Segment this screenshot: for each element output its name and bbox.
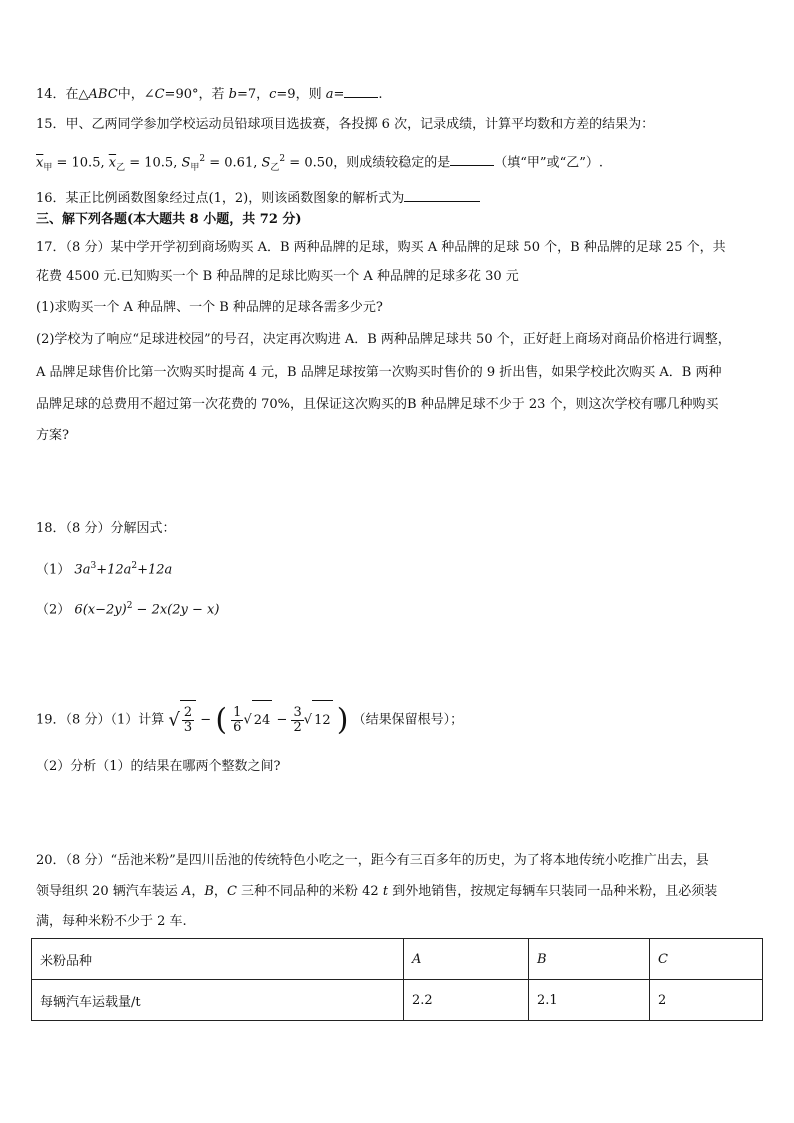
question-20-line3: 满，每种米粉不少于 2 车. xyxy=(36,914,187,929)
q15-sub: 乙 xyxy=(270,162,280,173)
q20-text: 三种不同品种的米粉 42 xyxy=(236,884,383,899)
q20-var: t xyxy=(382,884,389,899)
sqrt-sign-icon: √ xyxy=(243,712,252,728)
table-cell: 2.1 xyxy=(529,980,650,1021)
q14-answer-blank[interactable] xyxy=(344,84,378,98)
question-16 xyxy=(36,188,480,208)
question-15-line1: 15．甲、乙两同学参加学校运动员铅球项目选拔赛，各投掷 6 次，记录成绩，计算平均数和方差的结果为： xyxy=(36,117,655,132)
q20-var: C xyxy=(226,884,237,899)
question-17-part2-line1: (2)学校为了响应“足球进校园”的号召，决定再次购进 A．B 两种品牌足球共 50 个，正好赶上商场对商品价格进行调整， xyxy=(36,332,731,347)
q18-p2-term: 6(x−2y) xyxy=(74,602,127,618)
q20-text: ， xyxy=(213,884,227,899)
q14-text: =9，则 xyxy=(276,87,326,102)
q16-text: 16．某正比例函数图象经过点(1，2)，则该函数图象的解析式为 xyxy=(36,191,405,206)
q20-var: A xyxy=(181,884,192,899)
q15-answer-blank[interactable] xyxy=(450,152,494,166)
q14-var-b: b xyxy=(228,87,237,102)
q19-num: 2 xyxy=(183,705,193,720)
q18-p1-label: （1） xyxy=(36,562,71,578)
q15-mean-symbol: $\overline{x}$ xyxy=(108,155,117,171)
q18-p1-term: +12a xyxy=(137,562,173,578)
table-cell: 2.2 xyxy=(404,980,529,1021)
q20-text: 领导组织 20 辆汽车装运 xyxy=(36,884,182,899)
question-17-part2-line2: A 品牌足球售价比第一次购买时提高 4 元，B 品牌足球按第一次购买时售价的 9 折出售，如果学校此次购买 A．B 两种 xyxy=(36,365,722,380)
question-18-title: 18．（8 分）分解因式： xyxy=(36,521,176,536)
q15-exp: 2 xyxy=(199,154,206,164)
q15-sub: 乙 xyxy=(116,162,126,173)
q15-variance-symbol: S xyxy=(181,155,191,171)
table-col-c: C xyxy=(650,939,763,980)
q15-mean-symbol: $\overline{x}$ xyxy=(36,155,44,171)
q18-p2-label: （2） xyxy=(36,602,71,618)
q15-sub: 甲 xyxy=(43,162,53,173)
q14-var-a: a xyxy=(325,87,334,102)
q18-p1-exp: 2 xyxy=(131,561,138,571)
sqrt-sign-icon: √ xyxy=(303,712,313,728)
q18-p1-exp: 3 xyxy=(90,561,97,571)
question-17-line2: 花费 4500 元.已知购买一个 B 种品牌的足球比购买一个 A 种品牌的足球多花 30 元 xyxy=(36,269,519,284)
question-17-line1: 17．（8 分）某中学开学初到商场购买 A．B 两种品牌的足球，购买 A 种品牌的足球 50 个，B 种品牌的足球 25 个，共 xyxy=(36,240,726,255)
question-19-part1 xyxy=(36,700,463,740)
question-17-part2-line4: 方案? xyxy=(36,428,69,443)
right-paren-icon: ) xyxy=(336,702,349,738)
q19-radicand: 24 xyxy=(252,700,273,741)
question-18-part1 xyxy=(36,557,172,579)
q20-text: ， xyxy=(191,884,205,899)
q15-text: ，则成绩较稳定的是 xyxy=(333,155,451,171)
q15-value: = 10.5, xyxy=(125,155,182,171)
q14-text: =7， xyxy=(236,87,270,102)
q15-sub: 甲 xyxy=(190,162,200,173)
table-row xyxy=(32,939,763,980)
table-col-a: A xyxy=(404,939,529,980)
q19-den: 2 xyxy=(293,720,302,735)
q16-answer-blank[interactable] xyxy=(404,188,480,202)
q19-prefix: 19．（8 分）（1）计算 xyxy=(36,712,165,728)
q18-p1-term: +12a xyxy=(96,562,132,578)
q14-angle-c: C xyxy=(154,87,165,102)
table-cell: 2 xyxy=(650,980,763,1021)
table-col-b: B xyxy=(529,939,650,980)
question-15-line2 xyxy=(36,150,603,177)
question-18-part2 xyxy=(36,597,219,619)
table-row xyxy=(32,980,763,1021)
section-3-heading: 三、解下列各题(本大题共 8 小题，共 72 分) xyxy=(36,212,302,227)
question-17-part1: (1)求购买一个 A 种品牌、一个 B 种品牌的足球各需多少元? xyxy=(36,300,383,315)
q19-root-frac xyxy=(180,700,196,741)
q19-den: 3 xyxy=(183,720,193,735)
q14-text: =90°，若 xyxy=(164,87,229,102)
q19-op: − xyxy=(200,712,212,728)
q19-num: 3 xyxy=(293,705,302,720)
q20-text: 到外地销售，按规定每辆车只装同一品种米粉，且必须装 xyxy=(388,884,718,899)
question-17-part2-line3: 品牌足球的总费用不超过第一次花费的 70%，且保证这次购买的B 种品牌足球不少于 23 个，则这次学校有哪几种购买 xyxy=(36,397,719,412)
q19-den: 6 xyxy=(233,720,242,735)
q19-radicand: 12 xyxy=(312,700,333,741)
q15-value: = 0.61, xyxy=(205,155,262,171)
q14-text: = xyxy=(333,87,345,102)
question-20-line2 xyxy=(36,883,717,901)
left-paren-icon: ( xyxy=(215,702,228,738)
q19-tail: （结果保留根号）； xyxy=(352,712,464,728)
q18-p2-term: − 2x(2y − x) xyxy=(132,602,220,618)
q14-prefix: 14．在△ xyxy=(36,87,89,102)
q18-p1-term: 3a xyxy=(74,562,91,578)
q15-variance-symbol: S xyxy=(261,155,271,171)
q18-p2-exp: 2 xyxy=(126,601,133,611)
sqrt-sign-icon: √ xyxy=(168,709,180,731)
q14-text: 中，∠ xyxy=(117,87,155,102)
rice-noodle-table xyxy=(31,938,763,1021)
q14-var-c: c xyxy=(269,87,277,102)
q15-text: （填“甲”或“乙”）. xyxy=(494,155,603,171)
q20-var: B xyxy=(204,884,214,899)
question-20-line1: 20．（8 分）“岳池米粉”是四川岳池的传统特色小吃之一，距今有三百多年的历史，为了将本地传统小吃推广出去，县 xyxy=(36,853,709,868)
q14-triangle-name: ABC xyxy=(88,87,118,102)
table-header-label: 米粉品种 xyxy=(32,939,404,980)
q19-op: − xyxy=(276,712,288,728)
question-14 xyxy=(36,84,383,104)
question-19-part2: （2）分析（1）的结果在哪两个整数之间? xyxy=(36,759,281,774)
q15-value: = 10.5, xyxy=(52,155,109,171)
q15-value: = 0.50 xyxy=(285,155,334,171)
table-row-label: 每辆汽车运载量/t xyxy=(32,980,404,1021)
q14-text: . xyxy=(378,87,383,102)
q15-exp: 2 xyxy=(279,154,286,164)
q19-num: 1 xyxy=(233,705,242,720)
